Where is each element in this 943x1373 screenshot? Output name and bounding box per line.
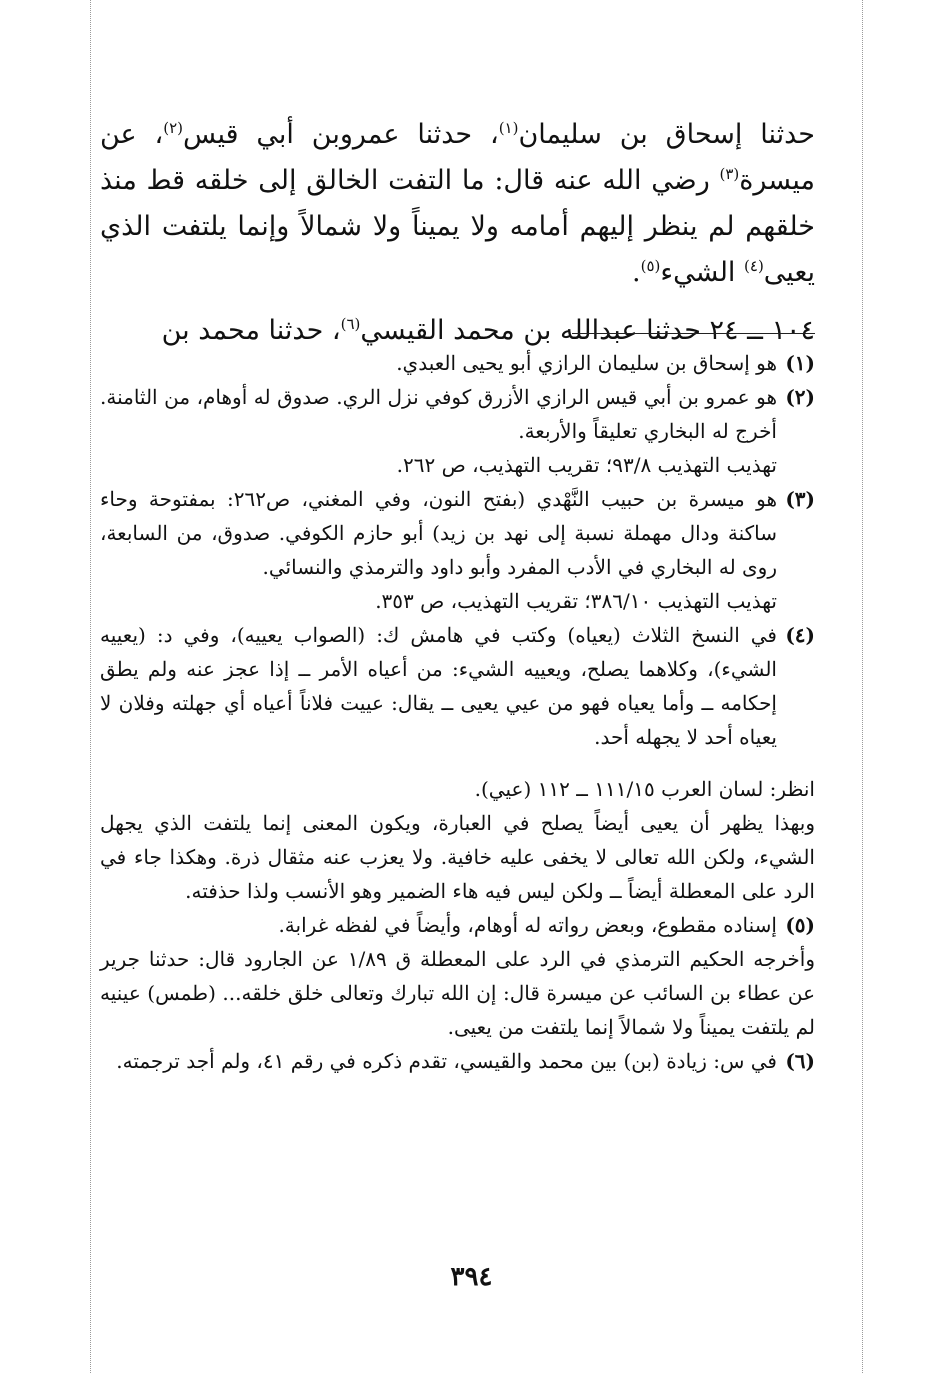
text-run: ، عن ميسرة (100, 119, 815, 196)
footnote-text: هو ميسرة بن حبيب النَّهْدي (بفتح النون، وفي المغني، ص٢٦٢: بمفتوحة وحاء ساكنة ودال مهملة نسبة إلى نهد بن زيد) أبو حازم الكوفي. صدوق، من السابعة، روى له البخاري في الأدب المفرد وأبو داود والترمذي والنسائي. (100, 487, 777, 579)
text-run: ، حدثنا محمد بن (161, 315, 341, 346)
text-run: ، حدثنا عمروبن أبي قيس (183, 119, 499, 150)
footnote-number: (٤) (785, 623, 815, 647)
text-run: رضي الله عنه قال: ما التفت الخالق إلى خلقه قط منذ خلقهم لم ينظر إليهم أمامه ولا يميناً ولا شمالاً وإنما يلتفت الذي يعيى (100, 165, 815, 288)
footnote-5 (100, 908, 815, 942)
footnote-4-continuation: وبهذا يظهر أن يعيى أيضاً يصلح في العبارة، ويكون المعنى إنما يلتفت الذي يجهل الشيء، ولكن الله تعالى لا يخفى عليه خافية. ولا يعزب عنه مثقال ذرة. وهكذا جاء في الرد على المعطلة أيضاً ــ ولكن ليس فيه هاء الضمير وهو الأنسب ولذا حذفته. (100, 811, 815, 903)
footnote-4-reference: انظر: لسان العرب ١١١/١٥ ــ ١١٢ (عيي). (474, 777, 815, 801)
footnote-ref-2: (٢) (163, 119, 184, 137)
text-run: حدثنا إسحاق بن سليمان (518, 119, 815, 150)
footnote-number: (٦) (785, 1049, 815, 1073)
footnote-number: (٢) (785, 385, 815, 409)
footnote-5-continuation: وأخرجه الحكيم الترمذي في الرد على المعطلة ق ١/٨٩ عن الجارود قال: حدثنا جرير عن عطاء بن السائب عن ميسرة قال: إن الله تبارك وتعالى خلق خلقه... (طمس) عينيه لم يلتفت يميناً ولا شمالاً إنما يلتفت من يعيى. (100, 947, 815, 1039)
footnote-ref-6: (٦) (340, 315, 361, 333)
footnote-text: في النسخ الثلاث (يعياه) وكتب في هامش ك: (الصواب يعييه)، وفي د: (يعييه الشيء)، وكلاهما يصلح، ويعييه الشيء: من أعياه الأمر ــ إذا عجز عنه ولم يطق إحكامه ــ وأما يعياه فهو من عيي يعيى ــ يقال: عييت فلاناً أعياه أي جهلته وفلان لا يعياه أحد لا يجهله أحد. (100, 623, 777, 749)
footnote-3 (100, 482, 815, 618)
scan-margin-line-left (90, 0, 91, 1373)
scan-margin-line-right (862, 0, 863, 1373)
footnote-text: هو إسحاق بن سليمان الرازي أبو يحيى العبدي. (396, 351, 777, 375)
footnote-reference: تهذيب التهذيب ٣٨٦/١٠؛ تقريب التهذيب، ص ٣٥٣. (375, 589, 777, 613)
footnote-4 (100, 618, 815, 754)
footnotes (100, 346, 815, 1078)
hadith-heading: ١٠٤ ــ ٢٤ حدثنا عبدالله بن محمد القيسي (360, 315, 815, 346)
hadith-paragraph-1 (100, 112, 815, 296)
footnote-text: هو عمرو بن أبي قيس الرازي الأزرق كوفي نزل الري. صدوق له أوهام، من الثامنة. أخرج له البخاري تعليقاً والأربعة. (100, 385, 777, 443)
footnote-ref-1: (١) (498, 119, 519, 137)
footnote-2 (100, 380, 815, 482)
page-number: ٣٩٤ (450, 1262, 493, 1292)
footnote-text: في س: زيادة (بن) بين محمد والقيسي، تقدم ذكره في رقم ٤١، ولم أجد ترجمته. (116, 1049, 777, 1073)
footnote-text: إسناده مقطوع، وبعض رواته له أوهام، وأيضاً في لفظه غرابة. (278, 913, 777, 937)
footnote-6 (100, 1044, 815, 1078)
footnote-number: (١) (785, 351, 815, 375)
footnote-ref-4: (٤) (744, 257, 764, 275)
footnote-ref-5: (٥) (640, 257, 661, 275)
main-text (100, 112, 815, 354)
text-run: . (632, 257, 641, 288)
footnote-number: (٥) (785, 913, 815, 937)
footnote-1 (100, 346, 815, 380)
footnote-separator (572, 333, 815, 334)
footnote-reference: تهذيب التهذيب ٩٣/٨؛ تقريب التهذيب، ص ٢٦٢. (396, 453, 777, 477)
footnote-ref-3: (٣) (719, 165, 740, 183)
footnote-number: (٣) (785, 487, 815, 511)
text-run: الشيء (660, 257, 745, 288)
